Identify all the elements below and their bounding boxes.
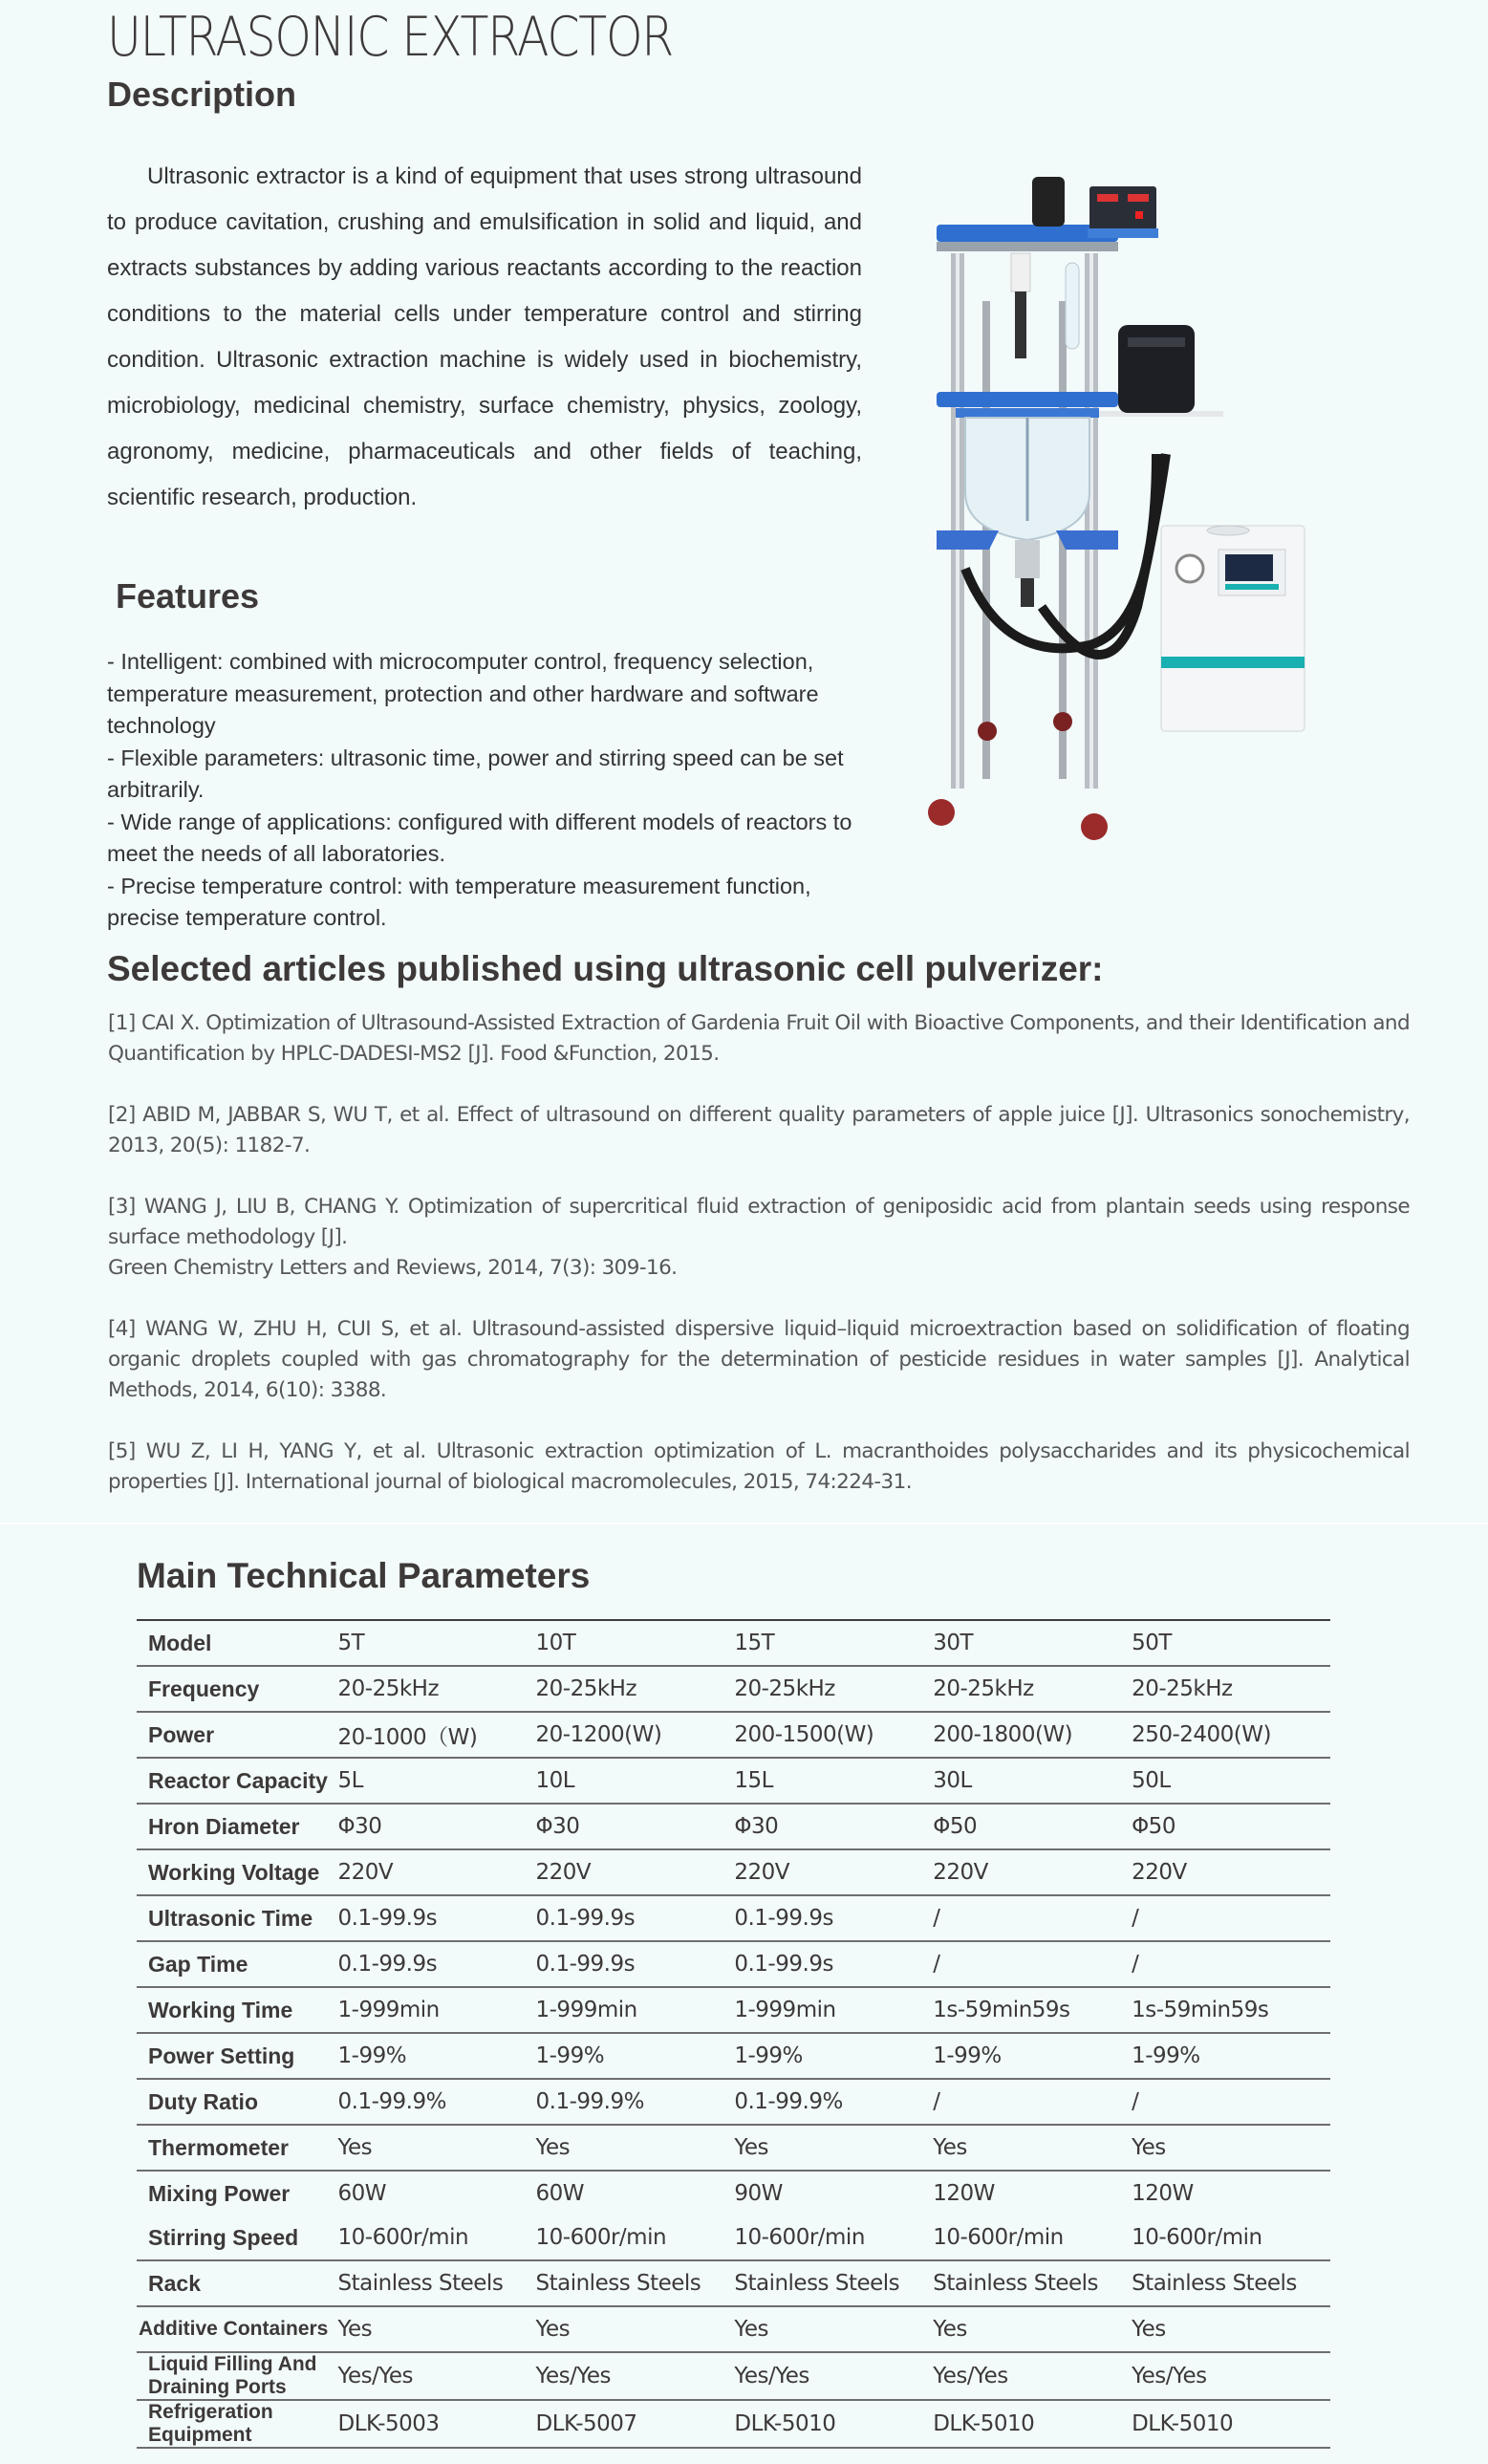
description-paragraph: Ultrasonic extractor is a kind of equipment that uses strong ultrasound to produce cavitation, crushing and emulsification in solid and liquid, and extracts substances by adding various reactants according to the reaction conditions to the material cells under temperature control and stirring condition. Ultrasonic extraction machine is widely used in biochemistry, microbiology, medicinal chemistry, surface chemistry, physics, zoology, agronomy, medicine, pharmaceuticals and other fields of teaching, scientific research, production. [107, 163, 862, 510]
parameter-row [137, 1804, 1330, 1849]
parameter-value: 220V [337, 1860, 394, 1885]
bottom-tray [937, 530, 999, 550]
parameter-label: Rack [148, 2271, 201, 2296]
parameter-value: Yes [933, 2317, 967, 2342]
parameter-value: 20-1000（W) [337, 1724, 478, 1750]
parameter-value: Yes [535, 2317, 571, 2342]
reference-item: [5] WU Z, LI H, YANG Y, et al. Ultrasonic extraction optimization of L. macranthoides polysaccharides and its physicochemical properties [J]. International journal of biological macromolecules, 2015, 74:224-31. [108, 1439, 1410, 1494]
chiller-display [1225, 554, 1273, 581]
features-list [107, 646, 852, 935]
parameter-row [137, 1666, 1330, 1712]
parameter-value: 0.1-99.9% [337, 2089, 446, 2114]
parameter-value: 0.1-99.9s [337, 1906, 438, 1931]
transducer-housing [1011, 253, 1030, 292]
ultrasonic-horn [1015, 292, 1026, 358]
parameter-label: Hron Diameter [148, 1814, 300, 1839]
parameter-value: 30L [933, 1768, 972, 1793]
pump-label [1128, 337, 1185, 347]
parameter-value: Yes/Yes [734, 2364, 809, 2388]
frame-pole-highlight [956, 253, 960, 789]
parameter-value: 30T [933, 1631, 974, 1655]
pressure-gauge [1176, 555, 1203, 582]
parameter-value: 20-25kHz [933, 1676, 1034, 1701]
parameter-row [137, 1758, 1330, 1804]
parameter-value: Φ30 [734, 1814, 779, 1839]
caster-wheel [928, 799, 955, 826]
parameter-value: Yes/Yes [535, 2364, 612, 2388]
parameter-label: Mixing Power [148, 2181, 291, 2206]
parameter-label: Refrigeration Equipment [148, 2401, 273, 2446]
parameter-label: Thermometer [148, 2135, 289, 2160]
frame-rod [937, 242, 1118, 251]
parameter-value: / [933, 2089, 940, 2114]
parameter-value: Stainless Steels [535, 2271, 701, 2296]
parameter-value: 0.1-99.9% [535, 2089, 644, 2114]
caster-wheel [1053, 712, 1072, 731]
parameter-value: 10-600r/min [337, 2225, 469, 2250]
parameter-row [137, 1849, 1330, 1895]
parameter-row [137, 1712, 1330, 1758]
parameter-value: 10-600r/min [535, 2225, 667, 2250]
parameter-value: 10-600r/min [734, 2225, 865, 2250]
parameters-heading: Main Technical Parameters [137, 1556, 591, 1595]
parameter-value: 90W [734, 2181, 783, 2206]
parameter-label: Model [148, 1631, 212, 1655]
parameters-table-body [137, 1620, 1330, 2448]
parameter-value: 250-2400(W) [1132, 1722, 1271, 1747]
parameter-value: 20-25kHz [734, 1676, 835, 1701]
power-switch [1135, 211, 1143, 219]
parameter-value: 1-999min [734, 1998, 836, 2022]
parameter-row [137, 2033, 1330, 2079]
description-heading: Description [107, 75, 297, 114]
feature-item: - Precise temperature control: with temperature measurement function, precise temperature control. [107, 873, 811, 930]
parameter-value: 220V [535, 1860, 592, 1885]
ultrasonic-extractor-illustration [898, 167, 1434, 894]
parameter-label: Power [148, 1722, 215, 1747]
parameter-value: 0.1-99.9s [337, 1952, 438, 1977]
features-heading: Features [116, 576, 260, 616]
parameter-value: 15L [734, 1768, 773, 1793]
parameter-label: Liquid Filling And Draining Ports [148, 2353, 317, 2398]
parameter-value: Φ30 [337, 1814, 382, 1839]
parameter-value: Stainless Steels [933, 2271, 1099, 2296]
parameter-value: / [1132, 2089, 1139, 2114]
parameter-value: 10-600r/min [933, 2225, 1064, 2250]
control-panel-base [1088, 228, 1158, 238]
parameter-value: 1-99% [1132, 2043, 1200, 2068]
reference-item: [1] CAI X. Optimization of Ultrasound-Assisted Extraction of Gardenia Fruit Oil with Bioactive Components, and their Identification and Quantification by HPLC-DADESI-MS2 [J]. Food &Function, 2015. [108, 1011, 1410, 1066]
parameter-row [137, 1987, 1330, 2033]
condenser [1066, 263, 1079, 349]
parameter-row [137, 2125, 1330, 2171]
parameter-value: 0.1-99.9s [535, 1906, 636, 1931]
parameter-value: 1-999min [337, 1998, 440, 2022]
parameter-value: DLK-5010 [1132, 2411, 1234, 2436]
parameter-value: 1-99% [734, 2043, 803, 2068]
parameter-value: DLK-5007 [535, 2411, 637, 2436]
parameter-value: 20-25kHz [337, 1676, 440, 1701]
parameter-value: Yes [1132, 2317, 1166, 2342]
parameter-value: / [1132, 1906, 1139, 1931]
parameter-row [137, 2306, 1330, 2352]
parameter-value: 120W [933, 2181, 995, 2206]
parameter-value: / [1132, 1952, 1139, 1977]
parameter-value: 1-99% [933, 2043, 1002, 2068]
parameter-value: 5L [337, 1768, 363, 1793]
chiller-accent [1225, 584, 1279, 590]
parameter-value: 1s-59min59s [933, 1998, 1070, 2022]
parameter-row [137, 2171, 1330, 2215]
parameter-value: 1-99% [535, 2043, 605, 2068]
parameter-value: Stainless Steels [337, 2271, 504, 2296]
references-list [108, 1008, 1410, 1528]
parameter-value: 200-1800(W) [933, 1722, 1073, 1747]
parameters-table [137, 1619, 1330, 2449]
parameter-value: 120W [1132, 2181, 1194, 2206]
parameter-value: Stainless Steels [734, 2271, 900, 2296]
chiller-tank-lid [1207, 526, 1249, 535]
parameter-value: / [933, 1952, 940, 1977]
parameter-label: Gap Time [148, 1952, 248, 1977]
parameter-value: 50T [1132, 1631, 1172, 1655]
parameter-value: Yes [933, 2135, 967, 2160]
bottom-tray [1056, 530, 1118, 550]
display [1097, 194, 1118, 202]
section-divider [0, 1523, 1488, 1524]
parameter-value: 220V [734, 1860, 789, 1885]
parameter-row [137, 1620, 1330, 1666]
parameter-row [137, 1941, 1330, 1987]
parameter-value: Φ50 [1132, 1814, 1175, 1839]
parameter-value: 15T [734, 1631, 775, 1655]
parameter-label: Additive Containers [139, 2318, 329, 2340]
feature-item: - Flexible parameters: ultrasonic time, power and stirring speed can be set arbitrarily. [107, 745, 844, 802]
product-image [898, 167, 1434, 894]
page-title: ULTRASONIC EXTRACTOR [107, 6, 674, 69]
display [1128, 194, 1149, 202]
parameter-row [137, 2400, 1330, 2448]
reference-item: [2] ABID M, JABBAR S, WU T, et al. Effect of ultrasound on different quality parameters of apple juice [J]. Ultrasonics sonochemistry, 2013, 20(5): 1182-7. [108, 1103, 1410, 1157]
feature-item: - Intelligent: combined with microcomputer control, frequency selection, temperature measurement, protection and other hardware and software technology [107, 649, 819, 738]
chiller-stripe [1161, 657, 1305, 668]
parameter-value: DLK-5003 [337, 2411, 440, 2436]
parameter-value: 220V [1132, 1860, 1187, 1885]
parameter-value: Stainless Steels [1132, 2271, 1297, 2296]
parameter-value: Yes [535, 2135, 571, 2160]
parameter-value: 5T [337, 1631, 365, 1655]
parameter-value: 20-1200(W) [535, 1722, 662, 1747]
frame-middle-bar [937, 392, 1118, 407]
parameter-row [137, 2352, 1330, 2400]
frame-pole-highlight [1089, 253, 1093, 789]
parameter-value: 20-25kHz [1132, 1676, 1233, 1701]
parameter-value: 0.1-99.9s [734, 1952, 833, 1977]
parameter-value: Yes [734, 2135, 768, 2160]
parameter-value: 60W [535, 2181, 585, 2206]
parameter-value: 220V [933, 1860, 988, 1885]
parameter-value: 50L [1132, 1768, 1171, 1793]
parameter-row [137, 2215, 1330, 2260]
reference-item: [3] WANG J, LIU B, CHANG Y. Optimization of supercritical fluid extraction of geniposidic acid from plantain seeds using response surface methodology [J]. Green Chemistry Letters and Reviews, 2014, 7(3): 309-16. [108, 1195, 1410, 1280]
parameter-row [137, 1895, 1330, 1941]
parameter-value: 0.1-99.9s [734, 1906, 833, 1931]
parameter-label: Working Time [148, 1998, 293, 2022]
parameter-value: 10L [535, 1768, 575, 1793]
parameter-label: Ultrasonic Time [148, 1906, 313, 1931]
parameter-value: 20-25kHz [535, 1676, 637, 1701]
caster-wheel [1081, 813, 1108, 840]
parameter-label: Working Voltage [148, 1860, 320, 1885]
parameter-value: DLK-5010 [734, 2411, 836, 2436]
stirring-motor [1032, 177, 1065, 227]
parameter-value: Yes/Yes [933, 2364, 1008, 2388]
parameter-label: Power Setting [148, 2043, 295, 2068]
parameter-value: 0.1-99.9% [734, 2089, 843, 2114]
articles-heading: Selected articles published using ultrasonic cell pulverizer: [107, 949, 1104, 988]
parameter-value: / [933, 1906, 940, 1931]
parameter-label: Frequency [148, 1676, 260, 1701]
caster-wheel [978, 722, 997, 741]
parameter-value: Φ50 [933, 1814, 978, 1839]
parameter-value: 1-999min [535, 1998, 637, 2022]
description-body [107, 154, 862, 521]
parameter-label: Stirring Speed [148, 2225, 299, 2250]
parameter-value: 1-99% [337, 2043, 407, 2068]
parameter-value: Yes/Yes [337, 2364, 414, 2388]
parameter-row [137, 2079, 1330, 2125]
parameter-value: 10T [535, 1631, 576, 1655]
parameter-value: 10-600r/min [1132, 2225, 1262, 2250]
feature-item: - Wide range of applications: configured with different models of reactors to meet the needs of all laboratories. [107, 809, 852, 866]
parameter-value: Yes/Yes [1132, 2364, 1207, 2388]
parameter-value: Φ30 [535, 1814, 580, 1839]
parameter-value: 1s-59min59s [1132, 1998, 1269, 2022]
valve-handle [1021, 578, 1034, 607]
parameter-row [137, 2260, 1330, 2306]
parameter-value: Yes [337, 2317, 373, 2342]
parameter-value: 200-1500(W) [734, 1722, 874, 1747]
reactor-flange [956, 408, 1099, 418]
parameter-label: Duty Ratio [148, 2089, 258, 2114]
parameter-value: DLK-5010 [933, 2411, 1035, 2436]
discharge-valve [1015, 540, 1040, 578]
parameter-label: Reactor Capacity [148, 1768, 328, 1793]
reference-item: [4] WANG W, ZHU H, CUI S, et al. Ultrasound-assisted dispersive liquid–liquid microextraction based on solidification of floating organic droplets coupled with gas chromatography for the determination of pesticide residues in water samples [J]. Analytical Methods, 2014, 6(10): 3388. [108, 1317, 1410, 1402]
parameter-value: Yes [1132, 2135, 1166, 2160]
parameter-value: Yes [337, 2135, 373, 2160]
parameter-value: 60W [337, 2181, 387, 2206]
control-panel [1089, 186, 1156, 230]
parameter-value: Yes [734, 2317, 768, 2342]
parameter-value: 0.1-99.9s [535, 1952, 636, 1977]
